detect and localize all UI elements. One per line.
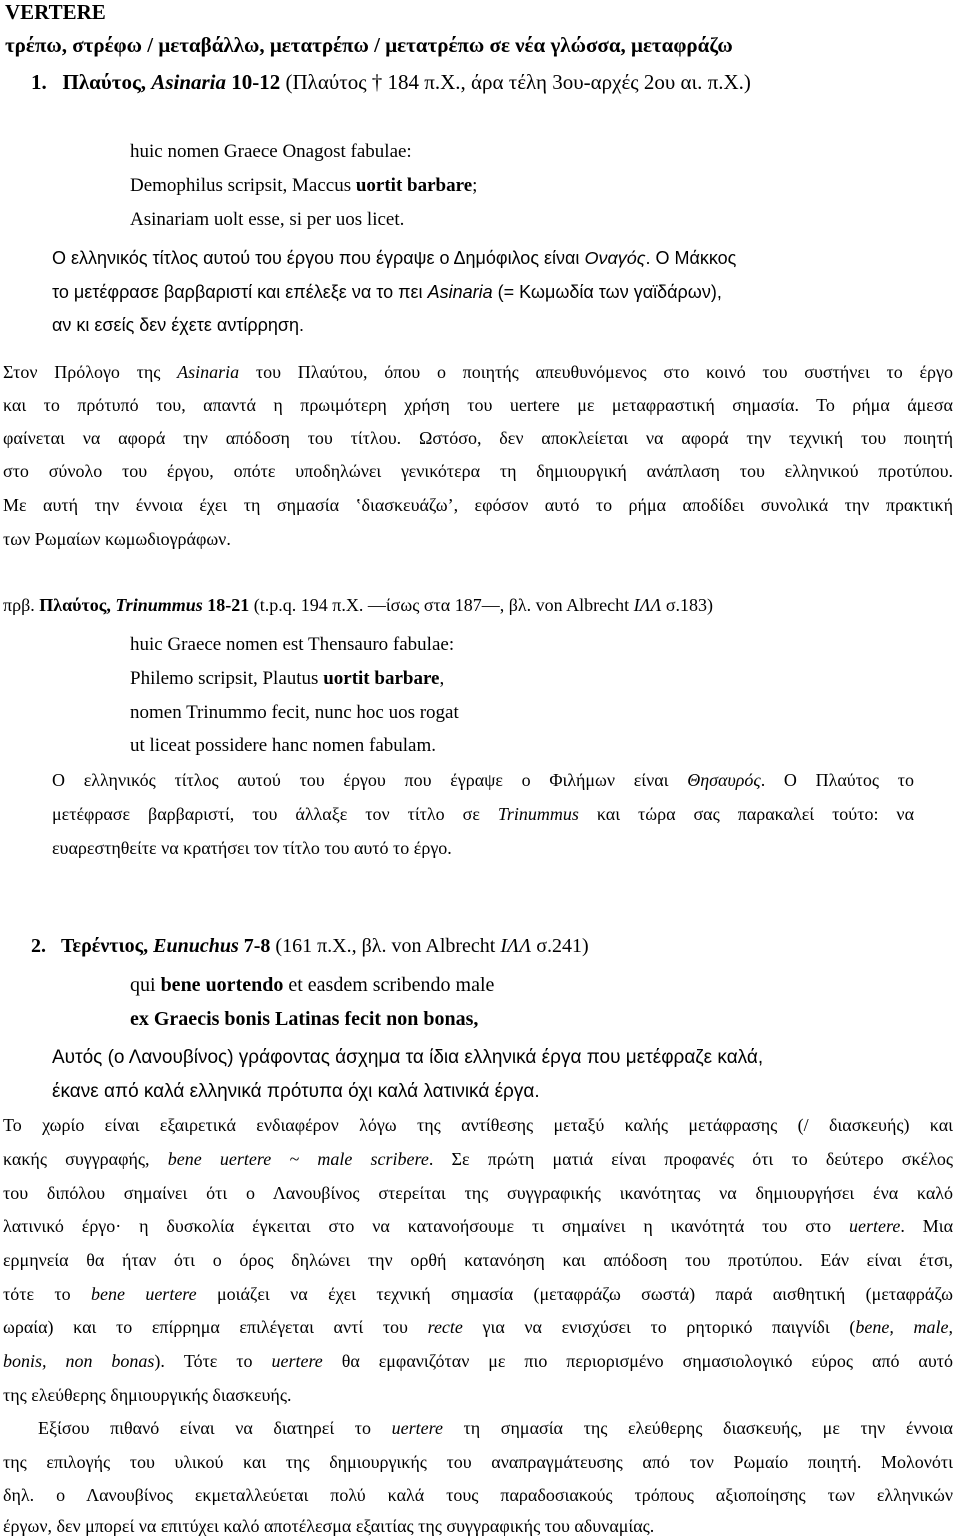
section-1-heading: 1. Πλαύτος, Asinaria 10-12 (Πλαύτος † 184 π.Χ., άρα τέλη 3ου-αρχές 2ου αι. π.Χ.) bbox=[31, 70, 751, 94]
paragraph-line: δηλ. ο Λανουβίνος εκμεταλλεύεται πολύ καλά τους παραδοσιακούς τρόπους αξιοποίησης των ελληνικών bbox=[3, 1485, 953, 1505]
verse-line: huic nomen Graece Onagost fabulae: bbox=[130, 141, 412, 162]
translation-line: το μετέφρασε βαρβαριστί και επέλεξε να το πει Asinaria (= Κωμωδία των γαϊδάρων), bbox=[52, 282, 722, 302]
verse-line: nomen Trinummo fecit, nunc hoc uos rogat bbox=[130, 702, 459, 723]
translation-line: ευαρεστηθείτε να κρατήσει τον τίτλο του αυτό το έργο. bbox=[52, 838, 452, 858]
compare-heading: πρβ. Πλαύτος, Trinummus 18-21 (t.p.q. 194 π.Χ. —ίσως στα 187—, βλ. von Albrecht ΙΛΛ σ.183) bbox=[3, 595, 714, 615]
verse-line: Demophilus scripsit, Maccus uortit barbare; bbox=[130, 175, 478, 196]
translation-line: Ο ελληνικός τίτλος αυτού του έργου που έγραψε ο Φιλήμων είναι Θησαυρός. Ο Πλαύτος το bbox=[52, 770, 914, 790]
paragraph-line: και το πρότυπό του, απαντά η πρωιμότερη χρήση του uertere με μεταφραστική σημασία. Το ρήμα άμεσα bbox=[3, 395, 953, 415]
paragraph-line: στο σύνολο του έργου, οπότε υποδηλώνει γενικότερα τη δημιουργική ανάπλαση του ελληνικού προτύπου. bbox=[3, 461, 953, 481]
verse-line: huic Graece nomen est Thensauro fabulae: bbox=[130, 634, 455, 655]
section-2-heading: 2. Τερέντιος, Eunuchus 7-8 (161 π.Χ., βλ. von Albrecht ΙΛΛ σ.241) bbox=[31, 935, 589, 957]
paragraph-line: Εξίσου πιθανό είναι να διατηρεί το uertere τη σημασία της ελεύθερης διασκευής, με την έννοια bbox=[38, 1418, 953, 1438]
document-subtitle: τρέπω, στρέφω / μεταβάλλω, μετατρέπω / μετατρέπω σε νέα γλώσσα, μεταφράζω bbox=[5, 33, 733, 57]
paragraph-line: τότε το bene uertere μοιάζει να έχει τεχνική σημασία (μεταφράζω σωστά) παρά αισθητική (μεταφράζω bbox=[3, 1284, 953, 1304]
paragraph-line: της ελεύθερης δημιουργικής διασκευής. bbox=[3, 1385, 292, 1405]
paragraph-line: Στον Πρόλογο της Asinaria του Πλαύτου, όπου ο ποιητής απευθυνόμενος στο κοινό του συστήνει το έργο bbox=[3, 362, 953, 382]
paragraph-line: ερμηνεία θα ήταν ότι ο όρος δηλώνει την ορθή κατανόηση και απόδοση του προτύπου. Εάν είναι έτσι, bbox=[3, 1250, 953, 1270]
paragraph-line: των Ρωμαίων κωμωδιογράφων. bbox=[3, 529, 231, 549]
translation-line: Αυτός (ο Λανουβίνος) γράφοντας άσχημα τα ίδια ελληνικά έργα που μετέφραζε καλά, bbox=[52, 1047, 764, 1068]
verse-line: Asinariam uolt esse, si per uos licet. bbox=[130, 209, 405, 230]
verse-line: ut liceat possidere hanc nomen fabulam. bbox=[130, 735, 437, 756]
paragraph-line: Με αυτή την έννοια έχει τη σημασία ‛διασκευάζω’, εφόσον αυτό το ρήμα αποδίδει συνολικά την πρακτική bbox=[3, 495, 953, 515]
paragraph-line: της επιλογής του υλικού και της δημιουργικής του αναπραγμάτευσης από τον Ρωμαίο ποιητή. Μολονότι bbox=[3, 1452, 953, 1472]
translation-line: Ο ελληνικός τίτλος αυτού του έργου που έγραψε ο Δημόφιλος είναι Οναγός. Ο Μάκκος bbox=[52, 248, 737, 268]
paragraph-line: Το χωρίο είναι εξαιρετικά ενδιαφέρον λόγω της αντίθεσης μεταξύ καλής μετάφρασης (/ διασκευής) και bbox=[3, 1115, 953, 1135]
paragraph-line: bonis, non bonas). Τότε το uertere θα εμφανιζόταν με πιο περιορισμένο σημασιολογικό εύρος από αυτό bbox=[3, 1351, 953, 1371]
translation-line: μετέφρασε βαρβαριστί, του άλλαξε τον τίτλο σε Trinummus και τώρα σας παρακαλεί τούτο: να bbox=[52, 804, 914, 824]
document-title: VERTERE bbox=[5, 0, 106, 24]
verse-line: Philemo scripsit, Plautus uortit barbare, bbox=[130, 668, 445, 689]
paragraph-line: ωραία) και το επίρρημα επιλέγεται αντί του recte για να ενισχύσει το ρητορικό παιγνίδι (bene, male, bbox=[3, 1317, 953, 1337]
paragraph-line: φαίνεται να αφορά την απόδοση του τίτλου. Ωστόσο, δεν αποκλείεται να αφορά την τεχνική του ποιητή bbox=[3, 428, 953, 448]
paragraph-line: κακής συγγραφής, bene uertere ~ male scribere. Σε πρώτη ματιά είναι προφανές ότι το δεύτερο σκέλος bbox=[3, 1149, 953, 1169]
translation-line: έκανε από καλά ελληνικά πρότυπα όχι καλά λατινικά έργα. bbox=[52, 1081, 540, 1102]
paragraph-line: του διπόλου σημαίνει ότι ο Λανουβίνος στερείται της συγγραφικής ικανότητας να δημιουργήσει ένα καλό bbox=[3, 1183, 953, 1203]
paragraph-line: έργων, δεν μπορεί να επιτύχει καλό αποτέλεσμα εξαιτίας της συγγραφικής του αδυναμίας. bbox=[3, 1516, 655, 1536]
verse-line: qui bene uortendo et easdem scribendo male bbox=[130, 974, 495, 996]
verse-line: ex Graecis bonis Latinas fecit non bonas, bbox=[130, 1008, 479, 1030]
translation-line: αν κι εσείς δεν έχετε αντίρρηση. bbox=[52, 315, 305, 335]
paragraph-line: λατινικό έργο· η δυσκολία έγκειται στο να κατανοήσουμε τι σημαίνει η ικανότητά του στο uertere. Μια bbox=[3, 1216, 954, 1236]
